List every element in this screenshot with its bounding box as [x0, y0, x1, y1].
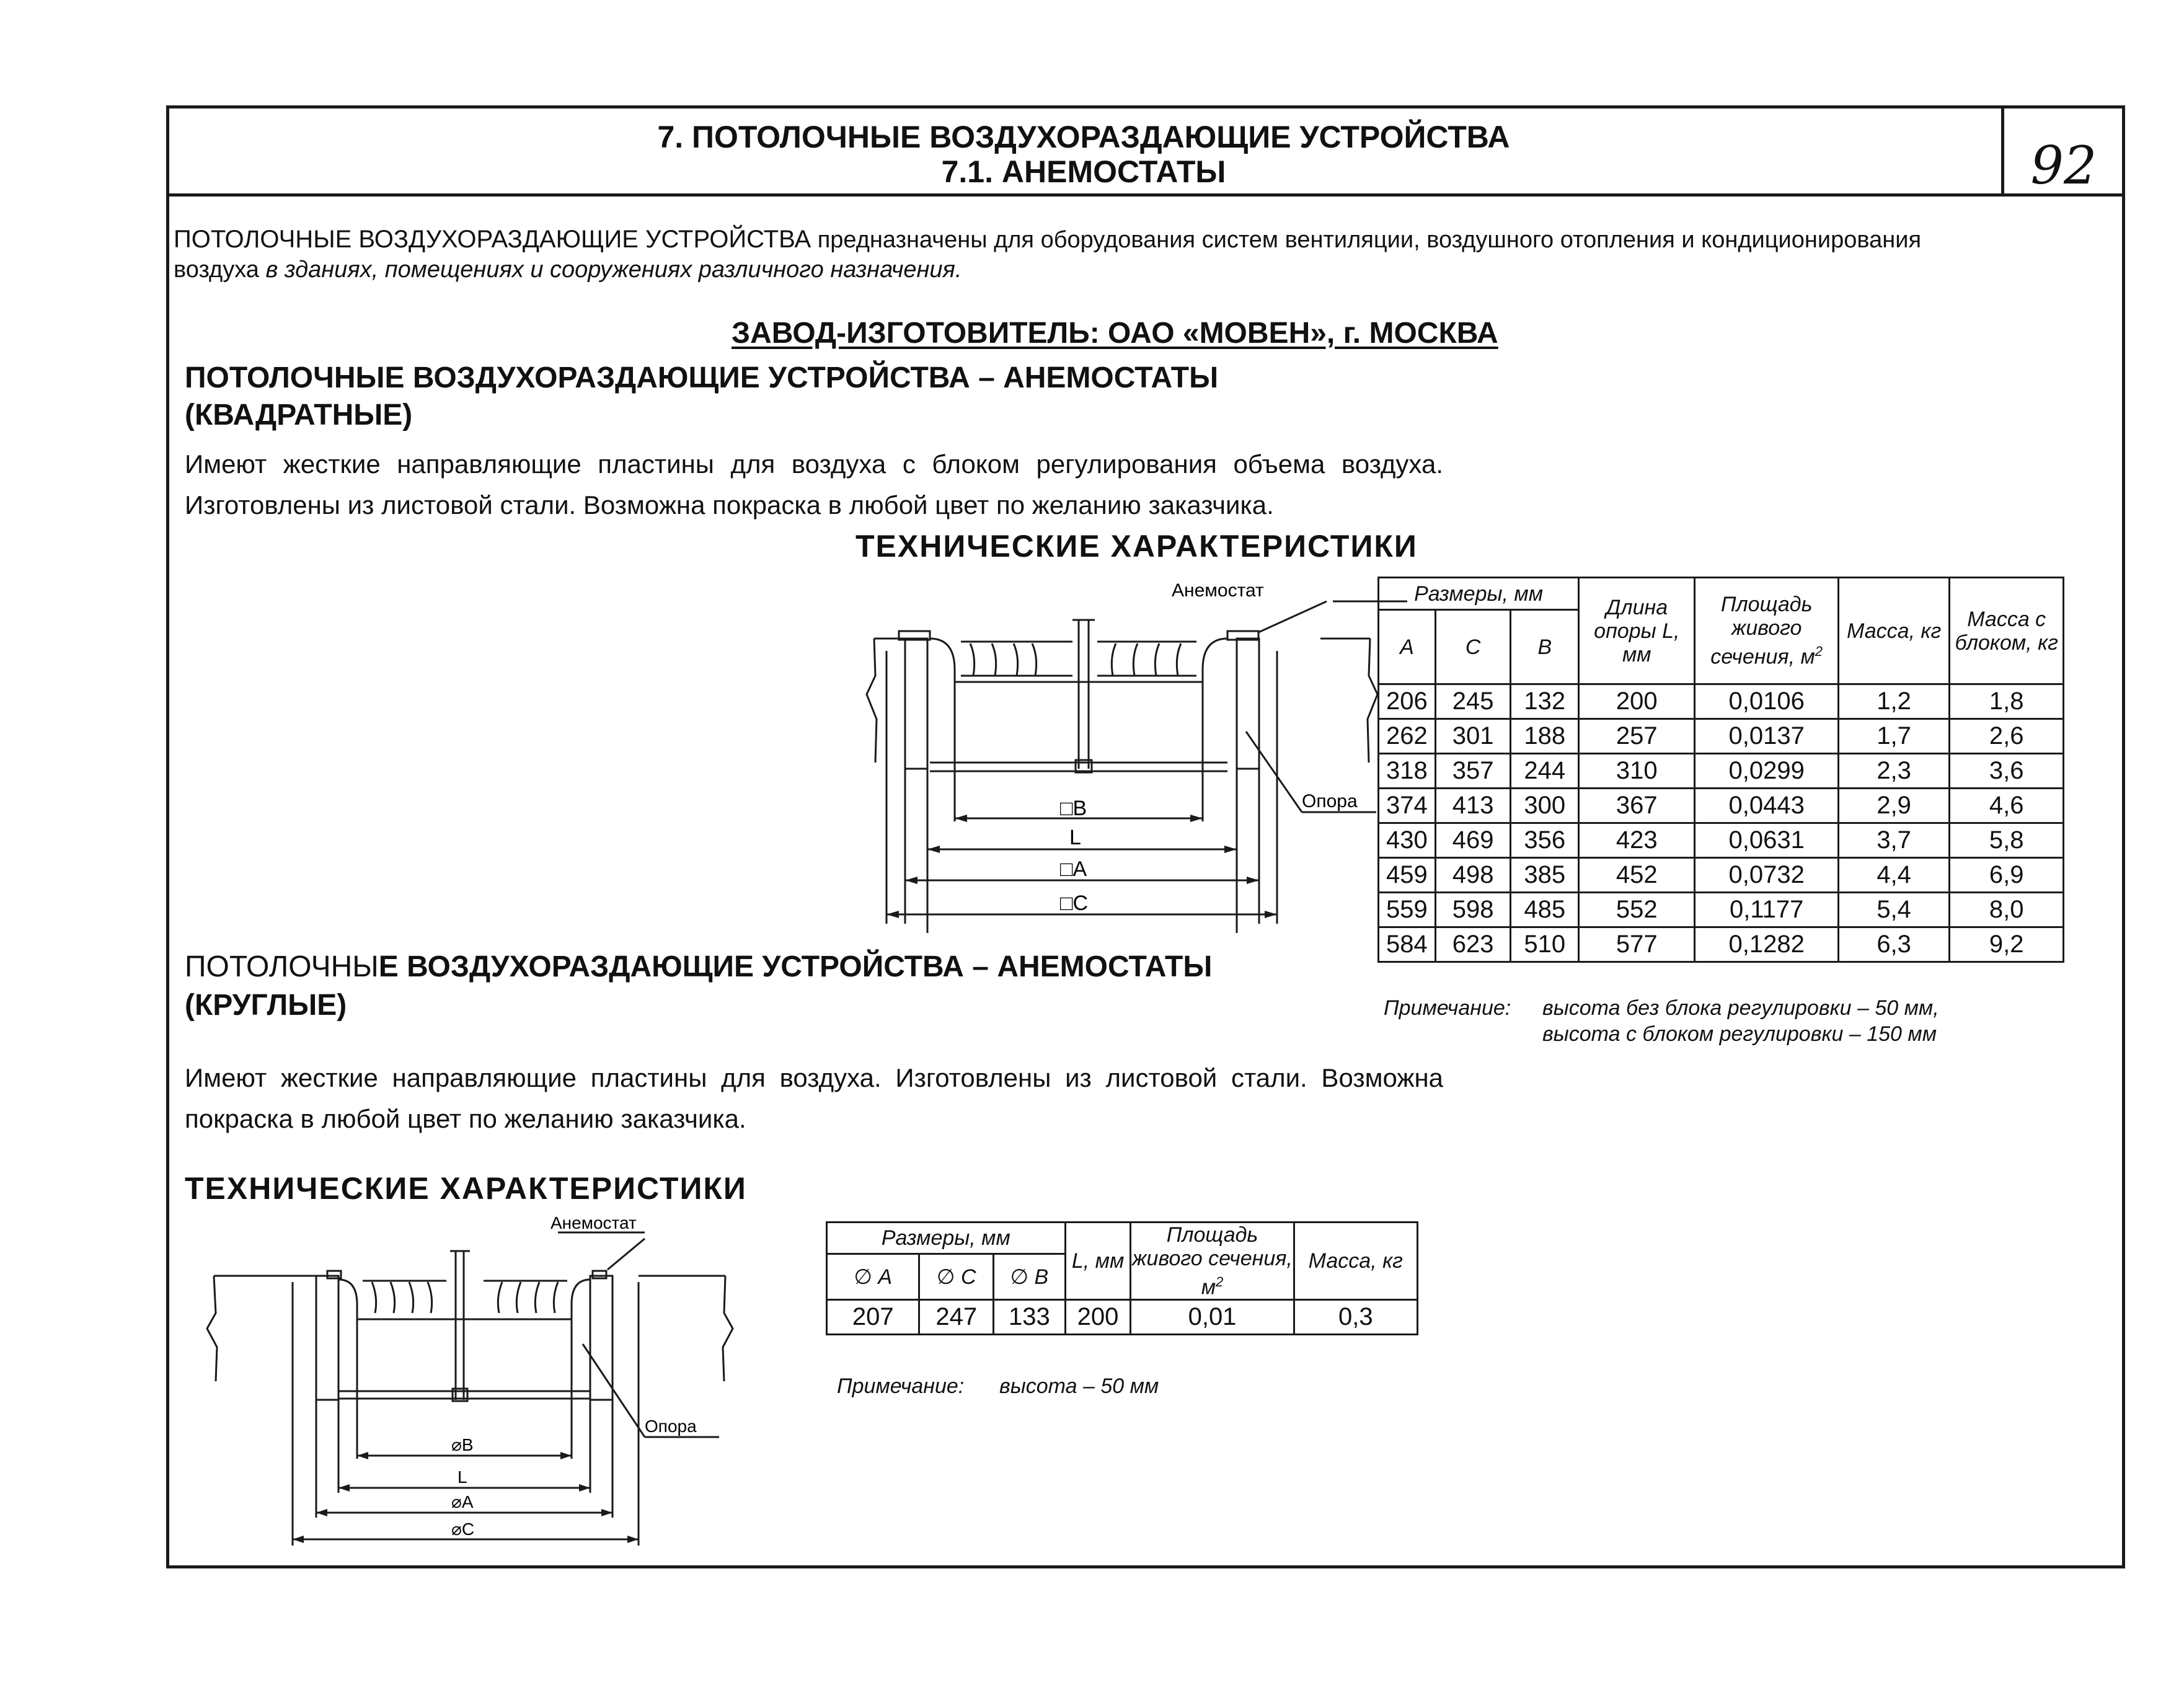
round-th-c: ∅ С — [919, 1254, 994, 1300]
square-description: Имеют жесткие направляющие пластины для воздуха с блоком регулирования объема воздуха. Изготовлены из листовой стали. Возможна покраска в любой цвет по желанию заказчика. — [185, 449, 1443, 520]
round-section-title-line1: ПОТОЛОЧНЫЕ ВОЗДУХОРАЗДАЮЩИЕ УСТРОЙСТВА – АНЕМОСТАТЫ — [185, 950, 1213, 983]
round-label-dim-a: ⌀A — [451, 1492, 474, 1511]
round-th-mass: Масса, кг — [1294, 1223, 1417, 1300]
square-anemostat-drawing — [868, 577, 1376, 949]
square-label-dim-b: □B — [1060, 797, 1087, 820]
square-section-title-line1: ПОТОЛОЧНЫЕ ВОЗДУХОРАЗДАЮЩИЕ УСТРОЙСТВА – АНЕМОСТАТЫ — [185, 361, 1219, 394]
round-label-dim-c: ⌀C — [451, 1519, 475, 1539]
square-label-dim-a: □A — [1060, 857, 1087, 881]
th-c: С — [1435, 610, 1511, 684]
round-anemostat-drawing — [211, 1213, 732, 1542]
intro-text1: предназначены для оборудования систем вентиляции, воздушного отопления и кондиционирования воздуха — [174, 227, 1922, 283]
round-note-text: высота – 50 мм — [999, 1374, 1159, 1398]
intro-lead: ПОТОЛОЧНЫЕ ВОЗДУХОРАЗДАЮЩИЕ УСТРОЙСТВА — [174, 226, 811, 253]
round-th-sizes: Размеры, мм — [827, 1223, 1066, 1254]
round-th-free-area: Площадь живого сечения, $м^2$ — [1131, 1223, 1294, 1300]
th-support-length: Длина опоры L, мм — [1579, 578, 1695, 684]
header-title-line1: 7. ПОТОЛОЧНЫЕ ВОЗДУХОРАЗДАЮЩИЕ УСТРОЙСТВА — [657, 120, 1510, 154]
square-label-support: Опора — [1302, 791, 1358, 812]
header-divider — [166, 193, 2125, 197]
table-row: 374 413 300 367 0,0443 2,9 4,6 — [1379, 789, 2064, 823]
square-label-anemostat: Анемостат — [1172, 580, 1264, 601]
table-row: 318 357 244 310 0,0299 2,3 3,6 — [1379, 754, 2064, 789]
table-row: 262 301 188 257 0,0137 1,7 2,6 — [1379, 719, 2064, 754]
square-label-dim-l: L — [1069, 826, 1081, 849]
round-note-label: Примечание: — [837, 1374, 965, 1398]
table-row: 430 469 356 423 0,0631 3,7 5,8 — [1379, 823, 2064, 858]
th-a: А — [1379, 610, 1436, 684]
round-description: Имеют жесткие направляющие пластины для воздуха. Изготовлены из листовой стали. Возможна покраска в любой цвет по желанию заказчика. — [185, 1063, 1443, 1133]
manufacturer: ЗАВОД-ИЗГОТОВИТЕЛЬ: ОАО «МОВЕН», г. МОСКВА — [732, 317, 1498, 350]
table-row: 459 498 385 452 0,0732 4,4 6,9 — [1379, 858, 2064, 893]
intro-text2: в зданиях, помещениях и сооружениях различного назначения. — [265, 257, 962, 283]
round-spec-table — [826, 1221, 1418, 1335]
header-title-line2: 7.1. АНЕМОСТАТЫ — [941, 154, 1226, 189]
square-label-dim-c: □C — [1060, 891, 1089, 915]
round-label-support: Опора — [645, 1417, 697, 1436]
th-mass-block: Масса с блоком, кг — [1950, 578, 2064, 684]
th-mass: Масса, кг — [1838, 578, 1950, 684]
round-label-dim-b: ⌀B — [451, 1435, 474, 1454]
square-section-title-line2: (КВАДРАТНЫЕ) — [185, 399, 413, 431]
table-row: 559 598 485 552 0,1177 5,4 8,0 — [1379, 893, 2064, 927]
page-number: 92 — [2030, 135, 2097, 196]
round-label-dim-l: L — [458, 1467, 467, 1487]
th-free-area: Площадь живого сечения, $м^2$ — [1695, 578, 1838, 684]
square-tech-title: ТЕХНИЧЕСКИЕ ХАРАКТЕРИСТИКИ — [855, 529, 1418, 564]
round-th-length: L, мм — [1065, 1223, 1131, 1300]
round-th-b: ∅ В — [994, 1254, 1066, 1300]
square-spec-table — [1377, 577, 2064, 963]
th-sizes: Размеры, мм — [1379, 578, 1579, 610]
square-note-line2: высота с блоком регулировки – 150 мм — [1542, 1022, 1937, 1046]
table-row: 584 623 510 577 0,1282 6,3 9,2 — [1379, 927, 2064, 962]
square-note-label: Примечание: — [1384, 996, 1511, 1020]
round-th-a: ∅ А — [827, 1254, 919, 1300]
round-section-title-line2: (КРУГЛЫЕ) — [185, 989, 347, 1022]
table-row: 206 245 132 200 0,0106 1,2 1,8 — [1379, 684, 2064, 719]
intro-paragraph — [174, 224, 1940, 285]
round-label-anemostat: Анемостат — [550, 1213, 637, 1232]
square-note-line1: высота без блока регулировки – 50 мм, — [1542, 996, 1939, 1020]
table-row: 207 247 133 200 0,01 0,3 — [827, 1300, 1418, 1335]
th-b: В — [1511, 610, 1579, 684]
round-tech-title: ТЕХНИЧЕСКИЕ ХАРАКТЕРИСТИКИ — [185, 1171, 747, 1206]
